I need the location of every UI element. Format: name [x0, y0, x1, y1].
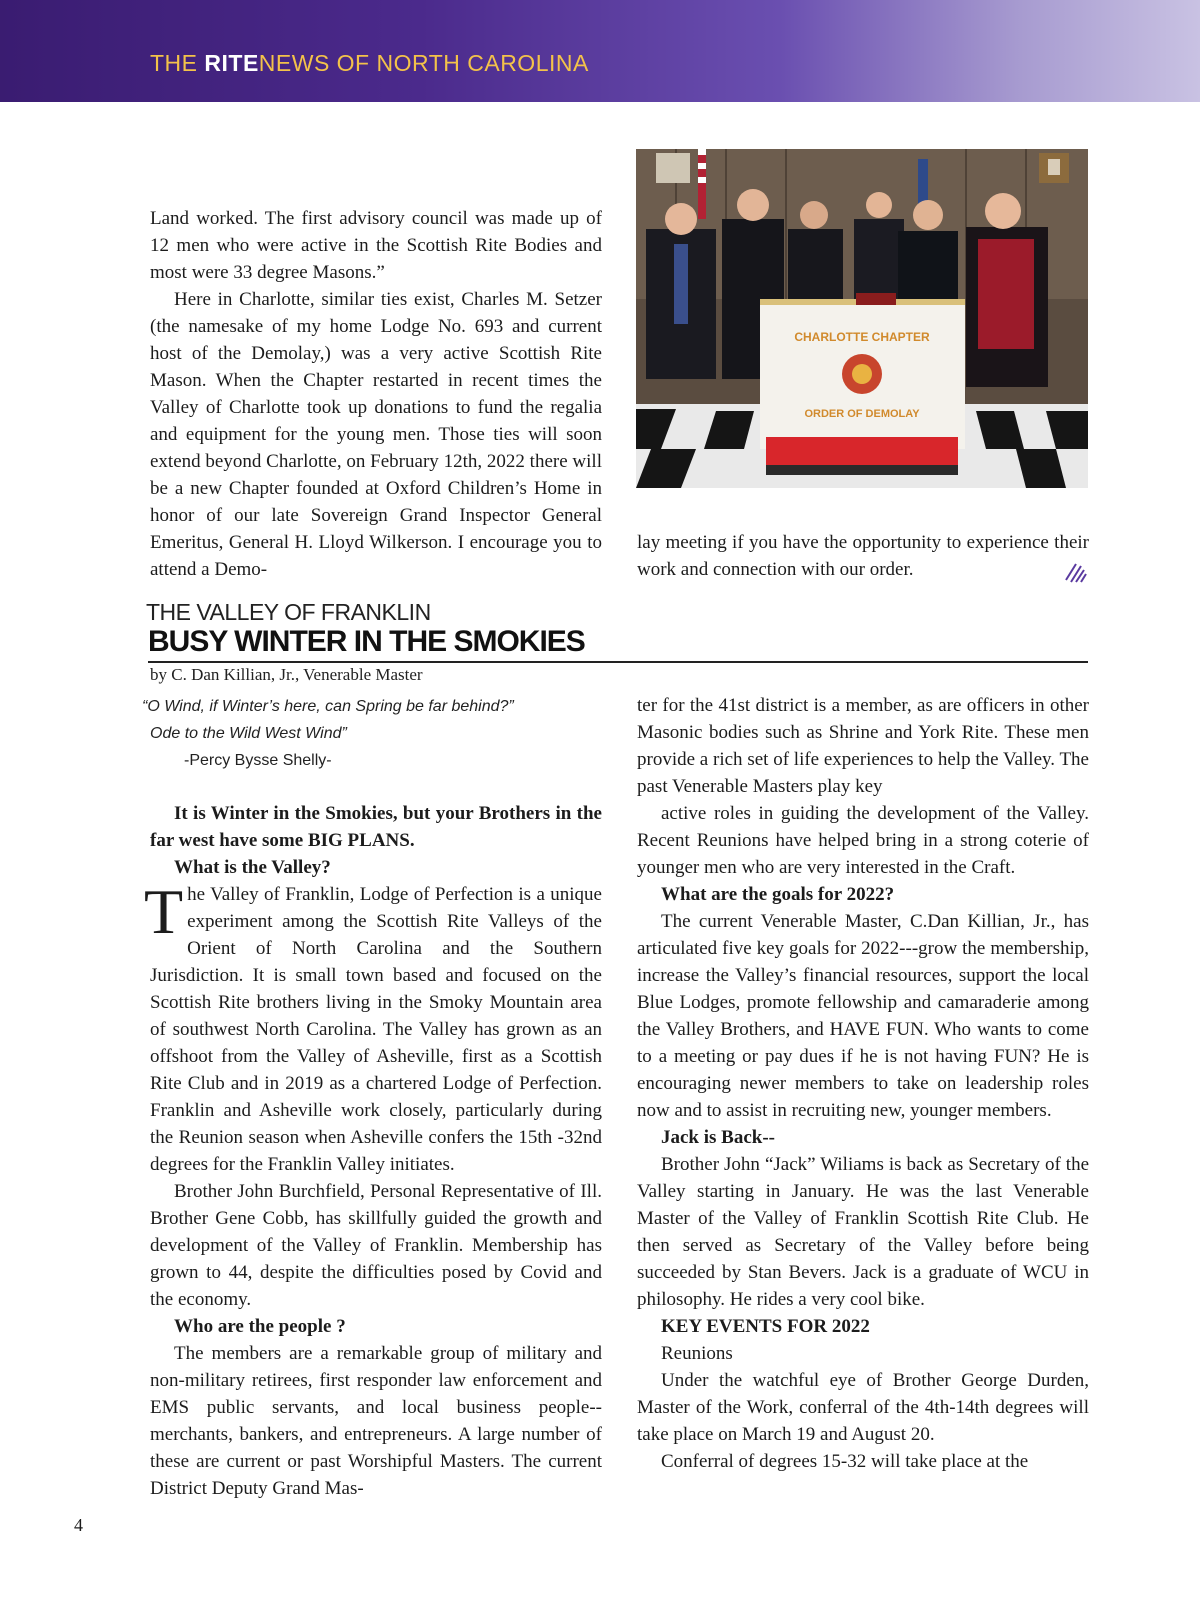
- masthead-rite: RITE: [204, 50, 259, 76]
- paragraph: ter for the 41st district is a member, as are officers in other Masonic bodies such as Shrine and York Rite. These men provide a rich set of life experiences to help the Valley. The past Venerable Masters play key: [637, 695, 1089, 797]
- end-of-article-icon: [1064, 560, 1088, 584]
- drop-cap: T: [144, 876, 184, 947]
- continued-article-right-column: [637, 529, 1089, 583]
- page-number: 4: [74, 1515, 83, 1535]
- paragraph: Land worked. The first advisory council was made up of 12 men who were active in the Scottish Rite Bodies and most were 33 degree Masons.”: [150, 208, 602, 283]
- paragraph: The members are a remarkable group of military and non-military retirees, first responder law enforcement and EMS public servants, and local business people--merchants, bankers, and entrepreneurs. A large number of these are current or past Worshipful Masters. The current District Deputy Grand Mas-: [150, 1343, 602, 1499]
- paragraph-text: he Valley of Franklin, Lodge of Perfection is a unique experiment among the Scottish Rite Valleys of the Orient of North Carolina and the Southern Jurisdiction. It is small town based and focused on the Scottish Rite brothers living in the Smoky Mountain area of southwest North Carolina. The Valley has grown as an offshoot from the Valley of Asheville, first as a Scottish Rite Club and in 2019 as a chartered Lodge of Perfection. Franklin and Asheville work closely, particularly during the Reunion season when Asheville confers the 15th -32nd degrees for the Franklin Valley initiates.: [150, 884, 602, 1175]
- subheading: What are the goals for 2022?: [661, 884, 895, 905]
- continued-article-left-column: [150, 205, 602, 583]
- epigraph-line: “O Wind, if Winter’s here, can Spring be far behind?”: [142, 698, 514, 715]
- paragraph: active roles in guiding the development of the Valley. Recent Reunions have helped bring in a strong coterie of younger men who are very interested in the Craft.: [637, 803, 1089, 878]
- masthead-suffix: NEWS OF NORTH CAROLINA: [258, 50, 589, 76]
- subheading: KEY EVENTS FOR 2022: [661, 1316, 870, 1337]
- byline: by C. Dan Killian, Jr., Venerable Master: [150, 665, 423, 684]
- paragraph: Here in Charlotte, similar ties exist, Charles M. Setzer (the namesake of my home Lodge No. 693 and current host of the Demolay,) was a very active Scottish Rite Mason. When the Chapter restarted in recent times the Valley of Charlotte took up donations to fund the regalia and equipment for the young men. Those ties will soon extend beyond Charlotte, on February 12th, 2022 there will be a new Chapter founded at Oxford Children’s Home in honor of our late Sovereign Grand Inspector General Emeritus, General H. Lloyd Wilkerson. I encourage you to attend a Demo-: [150, 289, 602, 580]
- paragraph: [144, 876, 602, 1178]
- paragraph: lay meeting if you have the opportunity to experience their work and connection with our order.: [637, 532, 1089, 580]
- article-right-column: [637, 692, 1089, 1475]
- lead-paragraph: It is Winter in the Smokies, but your Brothers in the far west have some BIG PLANS.: [150, 803, 602, 851]
- paragraph: Under the watchful eye of Brother George Durden, Master of the Work, conferral of the 4th-14th degrees will take place on March 19 and August 20.: [637, 1370, 1089, 1445]
- photo-banner-top: CHARLOTTE CHAPTER: [794, 330, 930, 344]
- subheading: Who are the people ?: [174, 1316, 346, 1337]
- subheading: Reunions: [661, 1343, 733, 1364]
- paragraph: Brother John Burchfield, Personal Representative of Ill. Brother Gene Cobb, has skillfully guided the growth and development of the Valley of Franklin. Membership has grown to 44, despite the difficulties posed by Covid and the economy.: [150, 1181, 602, 1310]
- photo-banner-bottom: ORDER OF DEMOLAY: [804, 408, 920, 420]
- epigraph-attribution: -Percy Bysse Shelly-: [184, 752, 332, 769]
- epigraph: [142, 693, 622, 774]
- paragraph: Brother John “Jack” Wiliams is back as Secretary of the Valley starting in January. He was the last Venerable Master of the Valley of Franklin Scottish Rite Club. He then served as Secretary of the Valley before being succeeded by Stan Bevers. Jack is a graduate of WCU in philosophy. He rides a very cool bike.: [637, 1154, 1089, 1310]
- photo-illustration: [636, 149, 1088, 488]
- article-left-column: [144, 800, 602, 1502]
- headline-rule: [148, 661, 1088, 663]
- epigraph-line: Ode to the Wild West Wind”: [150, 725, 347, 742]
- subheading: Jack is Back--: [661, 1127, 775, 1148]
- subheading: What is the Valley?: [174, 857, 331, 878]
- section-label: THE VALLEY OF FRANKLIN: [146, 599, 431, 625]
- demolay-chapter-photo: [636, 149, 1088, 488]
- masthead-prefix: THE: [150, 50, 205, 76]
- paragraph: Conferral of degrees 15-32 will take place at the: [661, 1451, 1029, 1472]
- masthead: [150, 50, 589, 77]
- paragraph: The current Venerable Master, C.Dan Killian, Jr., has articulated five key goals for 2022---grow the membership, increase the Valley’s financial resources, support the local Blue Lodges, promote fellowship and camaraderie among the Valley Brothers, and HAVE FUN. Who wants to come to a meeting or pay dues if he is not having FUN? He is encouraging newer members to take on leadership roles now and to assist in recruiting new, younger members.: [637, 911, 1089, 1121]
- article-headline: BUSY WINTER IN THE SMOKIES: [148, 625, 585, 658]
